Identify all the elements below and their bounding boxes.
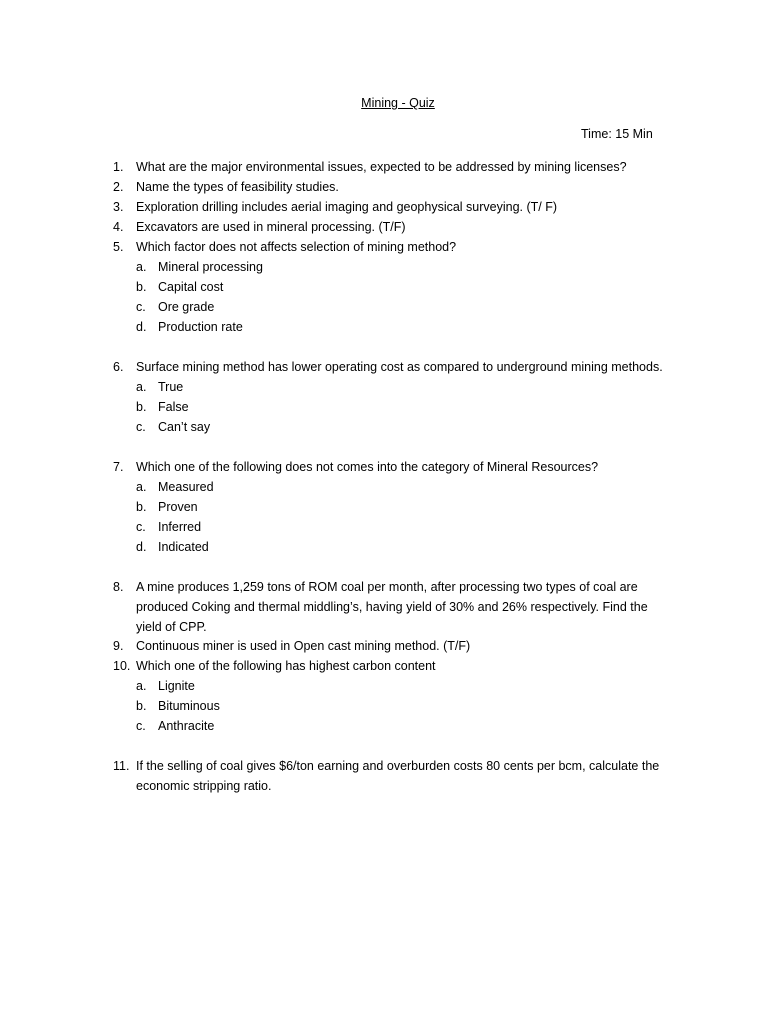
question-number: 3. (113, 200, 124, 214)
option-text: Proven (158, 500, 198, 514)
option-letter: a. (136, 679, 147, 693)
question-text: If the selling of coal gives $6/ton earning and overburden costs 80 cents per bcm, calculate the (136, 759, 660, 773)
option-letter: a. (136, 380, 147, 394)
question-text-continued: yield of CPP. (136, 620, 207, 634)
option-letter: b. (136, 280, 147, 294)
option-letter: a. (136, 480, 147, 494)
question-number: 5. (113, 240, 124, 254)
option-letter: c. (136, 420, 146, 434)
question-text: Continuous miner is used in Open cast mining method. (T/F) (136, 639, 471, 653)
option-letter: c. (136, 719, 146, 733)
option-letter: b. (136, 400, 147, 414)
question-number: 9. (113, 639, 124, 653)
question-text-continued: produced Coking and thermal middling’s, having yield of 30% and 26% respectively. Find the (136, 600, 648, 614)
question-text: Name the types of feasibility studies. (136, 180, 339, 194)
quiz-title-text: Mining - Quiz (361, 96, 435, 110)
option-text: Bituminous (158, 699, 220, 713)
question-number: 11. (113, 759, 130, 773)
option-text: Measured (158, 480, 214, 494)
option-letter: d. (136, 540, 147, 554)
option-letter: b. (136, 699, 147, 713)
question-text: A mine produces 1,259 tons of ROM coal per month, after processing two types of coal are (136, 580, 638, 594)
option-letter: b. (136, 500, 147, 514)
option-letter: c. (136, 520, 146, 534)
option-letter: a. (136, 260, 147, 274)
option-text: Indicated (158, 540, 209, 554)
question-number: 4. (113, 220, 124, 234)
question-number: 8. (113, 580, 124, 594)
question-text: What are the major environmental issues, expected to be addressed by mining licenses? (136, 160, 627, 174)
time-limit: Time: 15 Min (581, 127, 653, 141)
option-text: Inferred (158, 520, 202, 534)
option-text: Ore grade (158, 300, 215, 314)
option-text: Lignite (158, 679, 195, 693)
question-text: Surface mining method has lower operating cost as compared to underground mining methods. (136, 360, 663, 374)
question-number: 1. (113, 160, 124, 174)
question-number: 2. (113, 180, 124, 194)
question-number: 10. (113, 659, 131, 673)
option-text: Capital cost (158, 280, 224, 294)
question-number: 7. (113, 460, 124, 474)
option-text: Anthracite (158, 719, 215, 733)
option-letter: c. (136, 300, 146, 314)
option-text: Can’t say (158, 420, 211, 434)
option-text: True (158, 380, 184, 394)
question-text: Which factor does not affects selection of mining method? (136, 240, 457, 254)
question-number: 6. (113, 360, 124, 374)
option-text: False (158, 400, 189, 414)
option-text: Production rate (158, 320, 243, 334)
quiz-title (0, 94, 768, 112)
option-letter: d. (136, 320, 147, 334)
question-text: Excavators are used in mineral processing. (T/F) (136, 220, 406, 234)
question-text: Which one of the following has highest carbon content (136, 659, 436, 673)
question-text-continued: economic stripping ratio. (136, 779, 272, 793)
option-text: Mineral processing (158, 260, 263, 274)
question-text: Exploration drilling includes aerial imaging and geophysical surveying. (T/ F) (136, 200, 558, 214)
question-text: Which one of the following does not comes into the category of Mineral Resources? (136, 460, 599, 474)
